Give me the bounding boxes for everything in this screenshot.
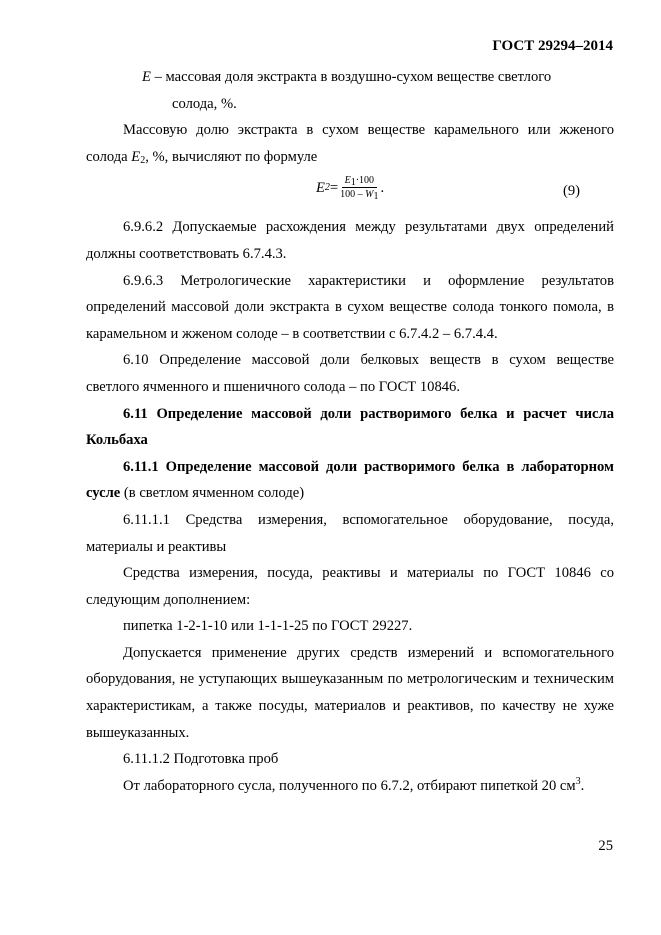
page-number: 25 — [598, 838, 613, 854]
definition-line2: солода, %. — [172, 95, 237, 112]
paragraph-6-11-1-1: 6.11.1.1 Средства измерения, вспомогательное оборудование, посуда, материалы и реактивы — [86, 511, 614, 555]
paragraph-means: Средства измерения, посуда, реактивы и материалы по ГОСТ 10846 со следующим дополнением: — [86, 565, 614, 608]
paragraph-pipette: пипетка 1-2-1-10 или 1-1-1-25 по ГОСТ 29227. — [123, 618, 413, 635]
paragraph-6-11-1-2: 6.11.1.2 Подготовка проб — [123, 751, 279, 768]
heading-6-11: 6.11 Определение массовой доли растворимого белка и расчет числа Кольбаха — [86, 405, 614, 449]
denominator-text: 100 – — [340, 189, 366, 201]
formula-number: (9) — [562, 183, 580, 200]
denominator-symbol: W — [365, 189, 374, 201]
formula-lhs: E — [316, 179, 325, 196]
paragraph-allowed: Допускается применение других средств измерений и вспомогательного оборудования, не уступающих вышеуказанным по метрологическим и техническим характеристикам, а также посуды, материалов и реактивов, по качеству не хуже вышеуказанных. — [86, 644, 614, 741]
formula-numerator — [342, 174, 377, 188]
symbol-e: E — [142, 69, 151, 85]
formula-period: . — [380, 179, 385, 196]
paragraph-6-9-6-3: 6.9.6.3 Метрологические характеристики и оформление результатов определений массовой доли экстракта в сухом веществе солода тонкого помола, в карамельном и жженом солоде – в соответствии с 6.7.4.2 – 6.7.4.4. — [86, 272, 614, 342]
paragraph-last-text: От лабораторного сусла, полученного по 6.7.2, отбирают пипеткой 20 см — [123, 777, 576, 794]
formula-intro-paragraph — [86, 117, 614, 170]
formula-intro-text-a: Массовую долю экстракта в сухом веществе карамельного или жженого солода — [86, 122, 614, 165]
document-header: ГОСТ 29294–2014 — [492, 38, 613, 54]
paragraph-last — [86, 773, 614, 800]
denominator-sub: 1 — [373, 191, 379, 203]
formula-expression: E 2 = $\frac{E_1\cdot 100}{100 - W_1}$ . — [316, 175, 385, 203]
definition-line1: – массовая доля экстракта в воздушно-сухом веществе светлого — [150, 69, 552, 85]
heading-6-11-1 — [86, 454, 614, 507]
document-body — [86, 64, 614, 799]
heading-6-11-1-bold: 6.11.1 Определение массовой доли растворимого белка в лабораторном сусле — [86, 458, 614, 502]
formula-9 — [86, 170, 614, 204]
formula-intro-text-b: , %, вычисляют по формуле — [145, 148, 318, 165]
formula-fraction — [340, 174, 378, 201]
paragraph-last-sup: 3 — [575, 775, 581, 787]
formula-equals: = — [329, 179, 339, 196]
paragraph-6-9-6-2: 6.9.6.2 Допускаемые расхождения между результатами двух определений должны соответствовать 6.7.4.3. — [86, 219, 614, 262]
definition-e — [86, 64, 614, 117]
numerator-sub: 1 — [350, 177, 356, 189]
paragraph-6-10: 6.10 Определение массовой доли белковых веществ в сухом веществе светлого ячменного и пшеничного солода – по ГОСТ 10846. — [86, 352, 614, 395]
symbol-e2: E — [131, 148, 141, 165]
paragraph-last-period: . — [580, 777, 585, 794]
symbol-e2-sub: 2 — [140, 154, 146, 166]
formula-denominator — [340, 188, 378, 201]
heading-6-11-1-normal: (в светлом ячменном солоде) — [120, 485, 305, 502]
numerator-rest: ·100 — [355, 175, 375, 187]
numerator-symbol: E — [344, 175, 351, 187]
